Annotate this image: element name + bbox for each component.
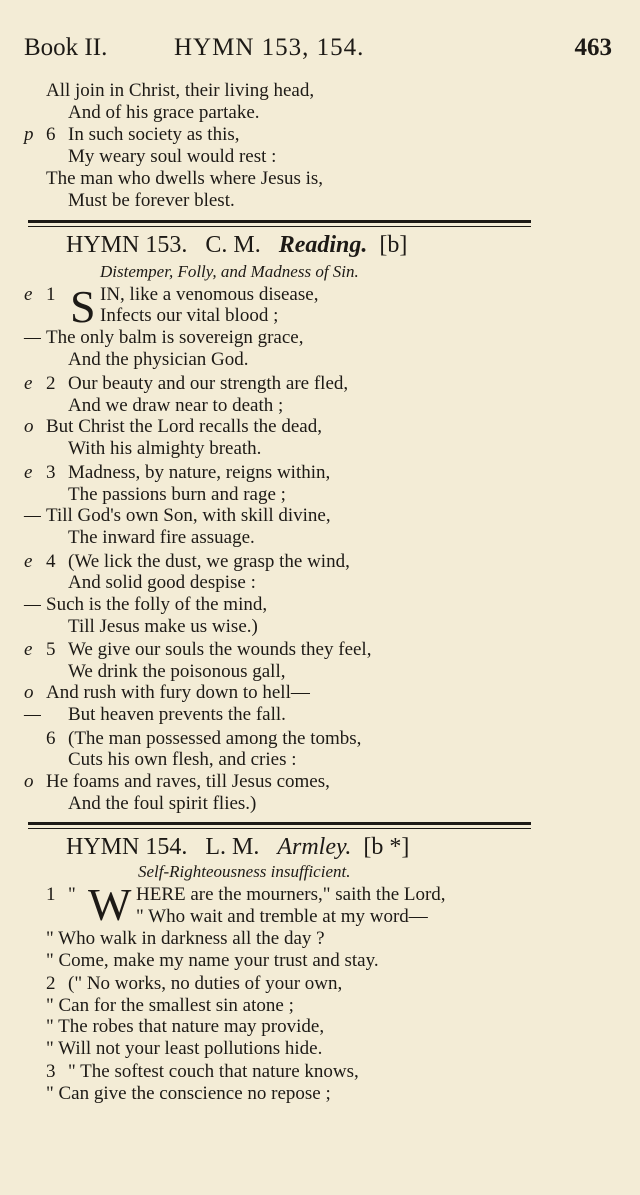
verse-line: o But Christ the Lord recalls the dead, — [24, 416, 322, 437]
verse-line: e 3 Madness, by nature, reigns within, — [24, 462, 331, 483]
page-number: 463 — [574, 34, 612, 61]
section-rule — [28, 220, 531, 223]
key-mark: [b] — [379, 232, 408, 258]
verse-line: 2 (" No works, no duties of your own, — [46, 973, 343, 994]
verse-line: o He foams and raves, till Jesus comes, — [24, 771, 330, 792]
verse-line: And solid good despise : — [68, 572, 256, 593]
verse-line: All join in Christ, their living head, — [46, 80, 315, 101]
verse-line: e 1 IN, like a venomous disease, — [24, 284, 319, 305]
verse-line: My weary soul would rest : — [68, 146, 277, 167]
verse-line: " The robes that nature may provide, — [46, 1016, 325, 1037]
section-rule-thin — [28, 226, 531, 227]
hymn-153-subtitle: Distemper, Folly, and Madness of Sin. — [100, 262, 359, 281]
verse-line: " Who walk in darkness all the day ? — [46, 928, 325, 949]
verse-line: p 6 In such society as this, — [24, 124, 240, 145]
hymn-153-heading: HYMN 153. C. M. Reading. [b] — [66, 232, 408, 258]
verse-line: " Will not your least pollutions hide. — [46, 1038, 323, 1059]
dynamic-mark: p — [24, 124, 34, 145]
verse-line: o And rush with fury down to hell— — [24, 682, 310, 703]
verse-line: The inward fire assuage. — [68, 527, 255, 548]
verse-line: Cuts his own flesh, and cries : — [68, 749, 297, 770]
verse-line: And we draw near to death ; — [68, 395, 284, 416]
verse-line: e 4 (We lick the dust, we grasp the wind, — [24, 551, 350, 572]
verse-line: 1 " HERE are the mourners," saith the Lord, — [46, 884, 446, 905]
verse-line: And of his grace partake. — [68, 102, 260, 123]
drop-cap: W — [88, 879, 132, 930]
verse-line: And the foul spirit flies.) — [68, 793, 257, 814]
header-title: HYMN 153, 154. — [174, 34, 365, 61]
verse-line: " Who wait and tremble at my word— — [136, 906, 428, 927]
hymn-154-subtitle: Self-Righteousness insufficient. — [138, 862, 351, 881]
verse-line: 6 (The man possessed among the tombs, — [46, 728, 362, 749]
book-label: Book II. — [24, 34, 108, 61]
verse-line: — Such is the folly of the mind, — [24, 594, 268, 615]
verse-line: Till Jesus make us wise.) — [68, 616, 258, 637]
verse-line: — The only balm is sovereign grace, — [24, 327, 304, 348]
verse-line: And the physician God. — [68, 349, 249, 370]
running-header — [24, 34, 612, 68]
verse-line: " Can for the smallest sin atone ; — [46, 995, 294, 1016]
verse-line: 3 " The softest couch that nature knows, — [46, 1061, 359, 1082]
verse-line: e 5 We give our souls the wounds they feel, — [24, 639, 372, 660]
verse-line: With his almighty breath. — [68, 438, 262, 459]
verse-line: The passions burn and rage ; — [68, 484, 286, 505]
section-rule — [28, 822, 531, 825]
verse-line: We drink the poisonous gall, — [68, 661, 286, 682]
verse-line: " Can give the conscience no repose ; — [46, 1083, 331, 1104]
verse-line: The man who dwells where Jesus is, — [46, 168, 324, 189]
verse-line: — Till God's own Son, with skill divine, — [24, 505, 331, 526]
drop-cap: S — [70, 281, 96, 332]
verse-line: " Come, make my name your trust and stay. — [46, 950, 379, 971]
verse-line: Infects our vital blood ; — [100, 305, 279, 326]
section-rule-thin — [28, 828, 531, 829]
key-mark: [b *] — [363, 834, 410, 860]
hymn-154-heading: HYMN 154. L. M. Armley. [b *] — [66, 834, 410, 860]
verse-line: — But heaven prevents the fall. — [24, 704, 286, 725]
tune-name: Armley. — [277, 834, 352, 860]
verse-line: e 2 Our beauty and our strength are fled, — [24, 373, 349, 394]
tune-name: Reading. — [278, 232, 368, 258]
verse-line: Must be forever blest. — [68, 190, 235, 211]
stanza-number: 6 — [46, 124, 56, 145]
